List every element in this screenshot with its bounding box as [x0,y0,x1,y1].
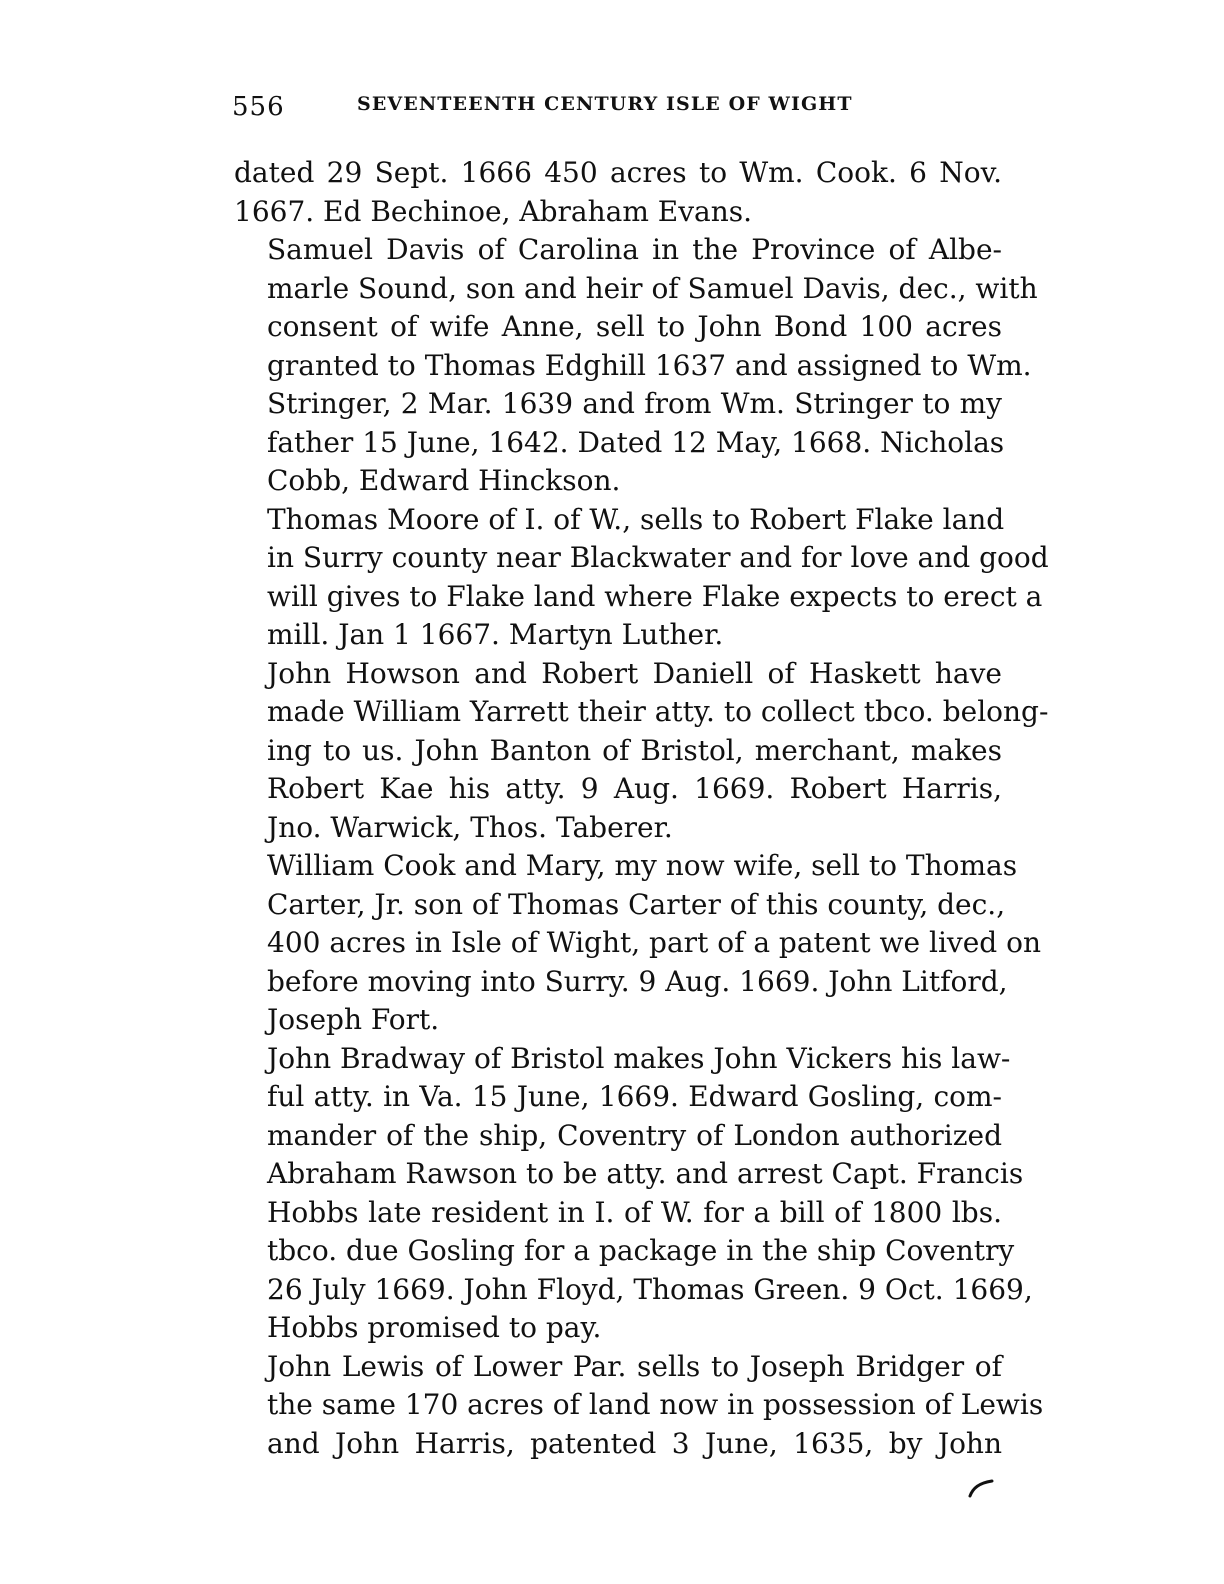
text-line: will gives to Flake land where Flake expects to erect a [267,579,1043,613]
paragraph [234,231,1038,501]
page-number: 556 [232,92,285,122]
paragraph [234,847,1042,1040]
text-line: Hobbs late resident in I. of W. for a bill of 1800 lbs. [267,1195,1002,1229]
text-line: tbco. due Gosling for a package in the ship Coventry [267,1234,1015,1267]
text-line: dated 29 Sept. 1666 450 acres to Wm. Cook. 6 Nov. [234,156,1002,189]
text-line: Jno. Warwick, Thos. Taberer. [267,810,673,844]
text-line: 26 July 1669. John Floyd, Thomas Green. 9 Oct. 1669, [267,1272,1033,1306]
text-line: ful atty. in Va. 15 June, 1669. Edward Gosling, com- [267,1080,1002,1113]
text-line: Cobb, Edward Hinckson. [267,464,621,497]
text-line: and John Harris, patented 3 June, 1635, by John [267,1426,1002,1460]
text-line: Samuel Davis of Carolina in the Province of Albe- [267,233,1002,266]
text-line: the same 170 acres of land now in possession of Lewis [267,1388,1044,1421]
text-line: Abraham Rawson to be atty. and arrest Capt. Francis [267,1157,1024,1190]
text-line: 1667. Ed Bechinoe, Abraham Evans. [234,194,753,228]
text-line: William Cook and Mary, my now wife, sell to Thomas [267,849,1018,882]
text-line: John Bradway of Bristol makes John Vickers his law- [267,1041,1011,1075]
paragraph [234,655,1049,848]
text-line: mill. Jan 1 1667. Martyn Luther. [267,618,724,651]
text-line: 400 acres in Isle of Wight, part of a patent we lived on [267,926,1042,959]
signature-mark-icon [967,1478,995,1498]
text-line: Carter, Jr. son of Thomas Carter of this county, dec., [267,887,1006,921]
text-line: Joseph Fort. [267,1003,440,1036]
text-line: made William Yarrett their atty. to collect tbco. belong- [267,695,1049,728]
text-line: Hobbs promised to pay. [267,1311,602,1344]
running-head: SEVENTEENTH CENTURY ISLE OF WIGHT [357,93,853,115]
paragraph [234,501,1049,655]
paragraph [234,154,1002,231]
text-line: before moving into Surry. 9 Aug. 1669. John Litford, [267,964,1008,998]
text-line: mander of the ship, Coventry of London authorized [267,1118,1002,1152]
text-line: consent of wife Anne, sell to John Bond 100 acres [267,310,1002,343]
text-line: in Surry county near Blackwater and for love and good [267,541,1049,574]
text-line: John Howson and Robert Daniell of Haskett have [267,656,1002,690]
text-line: father 15 June, 1642. Dated 12 May, 1668. Nicholas [267,425,1005,459]
paragraph [234,1348,1044,1464]
text-line: Robert Kae his atty. 9 Aug. 1669. Robert Harris, [267,772,1002,805]
text-line: granted to Thomas Edghill 1637 and assigned to Wm. [267,348,1032,382]
text-line: John Lewis of Lower Par. sells to Joseph Bridger of [267,1349,1002,1383]
text-line: marle Sound, son and heir of Samuel Davis, dec., with [267,271,1038,305]
text-line: ing to us. John Banton of Bristol, merchant, makes [267,733,1002,767]
text-line: Stringer, 2 Mar. 1639 and from Wm. Stringer to my [267,387,1002,420]
body-text [234,154,1049,1463]
text-line: Thomas Moore of I. of W., sells to Robert Flake land [267,502,1005,536]
paragraph [234,1040,1033,1348]
